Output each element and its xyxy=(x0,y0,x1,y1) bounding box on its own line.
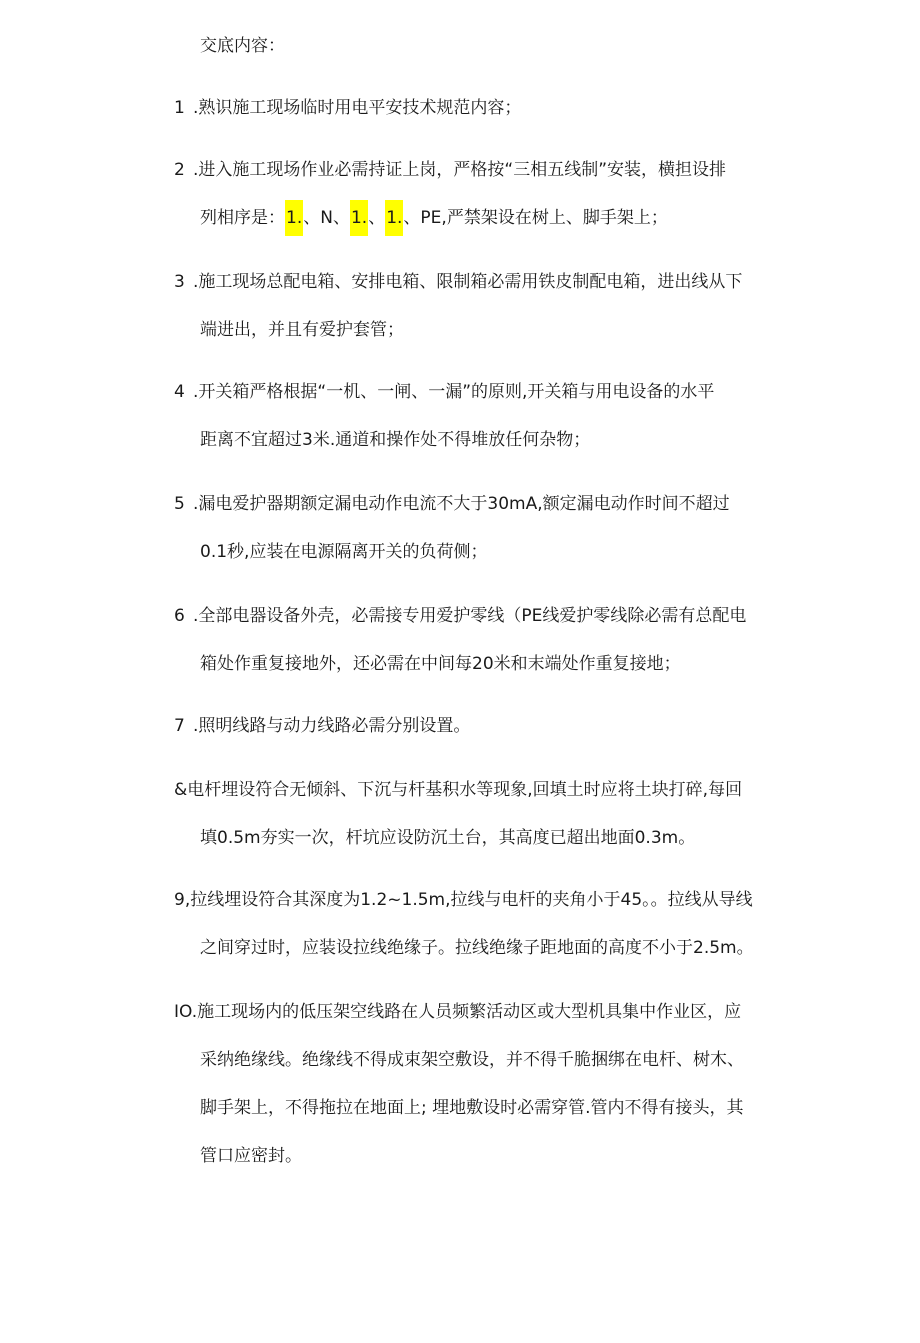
heading: 交底内容： xyxy=(200,36,285,56)
highlight-1: 1. xyxy=(285,200,303,236)
item-10-line-1: IO.施工现场内的低压架空线路在人员频繁活动区或大型机具集中作业区，应 xyxy=(174,1002,742,1022)
item-9-line-2: 之间穿过时，应装设拉线绝缘子。拉线绝缘子距地面的高度不小于2.5m。 xyxy=(200,938,754,958)
item-10-line-2: 采纳绝缘线。绝缘线不得成束架空敷设，并不得千脆捆绑在电杆、树木、 xyxy=(200,1050,744,1070)
phase-sequence-sep-1: 、N、 xyxy=(303,208,350,228)
phase-sequence-sep-2: 、 xyxy=(368,208,386,228)
item-8-line-2: 填0.5m夯实一次，杆坑应设防沉土台，其高度已超出地面0.3m。 xyxy=(200,828,696,848)
phase-sequence-prefix: 列相序是： xyxy=(200,208,285,228)
highlight-2: 1. xyxy=(350,200,368,236)
item-9-line-1: 9,拉线埋设符合其深度为1.2~1.5m,拉线与电杆的夹角小于45。。拉线从导线 xyxy=(174,890,753,910)
item-4-number: 4 xyxy=(174,382,185,402)
item-10-line-3: 脚手架上，不得拖拉在地面上; 埋地敷设时必需穿管.管内不得有接头，其 xyxy=(200,1098,744,1118)
item-2-line-2 xyxy=(200,206,668,230)
item-10-line-4: 管口应密封。 xyxy=(200,1146,302,1166)
item-6-line-2: 箱处作重复接地外，还必需在中间每20米和末端处作重复接地； xyxy=(200,654,681,674)
item-3-line-1: .施工现场总配电箱、安排电箱、限制箱必需用铁皮制配电箱，进出线从下 xyxy=(193,272,743,292)
item-6-line-1: .全部电器设备外壳，必需接专用爱护零线（PE线爱护零线除必需有总配电 xyxy=(193,606,747,626)
phase-sequence-suffix: 、PE,严禁架设在树上、脚手架上； xyxy=(403,208,668,228)
item-8-line-1: &电杆埋设符合无倾斜、下沉与杆基积水等现象,回填土时应将土块打碎,每回 xyxy=(174,780,743,800)
item-7-line-1: .照明线路与动力线路必需分别设置。 xyxy=(193,716,471,736)
item-3-line-2: 端进出，并且有爱护套管； xyxy=(200,320,404,340)
item-1-number: 1 xyxy=(174,98,185,118)
item-7-number: 7 xyxy=(174,716,185,736)
item-3-number: 3 xyxy=(174,272,185,292)
item-5-line-2: 0.1秒,应装在电源隔离开关的负荷侧； xyxy=(200,542,488,562)
item-6-number: 6 xyxy=(174,606,185,626)
item-4-line-2: 距离不宜超过3米.通道和操作处不得堆放任何杂物； xyxy=(200,430,591,450)
item-5-number: 5 xyxy=(174,494,185,514)
item-2-line-1: .进入施工现场作业必需持证上岗，严格按“三相五线制”安装，横担设排 xyxy=(193,160,727,180)
highlight-3: 1. xyxy=(385,200,403,236)
item-4-line-1: .开关箱严格根据“一机、一闸、一漏”的原则,开关箱与用电设备的水平 xyxy=(193,382,715,402)
item-1-line-1: .熟识施工现场临时用电平安技术规范内容； xyxy=(193,98,522,118)
item-2-number: 2 xyxy=(174,160,185,180)
item-5-line-1: .漏电爱护器期额定漏电动作电流不大于30mA,额定漏电动作时间不超过 xyxy=(193,494,730,514)
